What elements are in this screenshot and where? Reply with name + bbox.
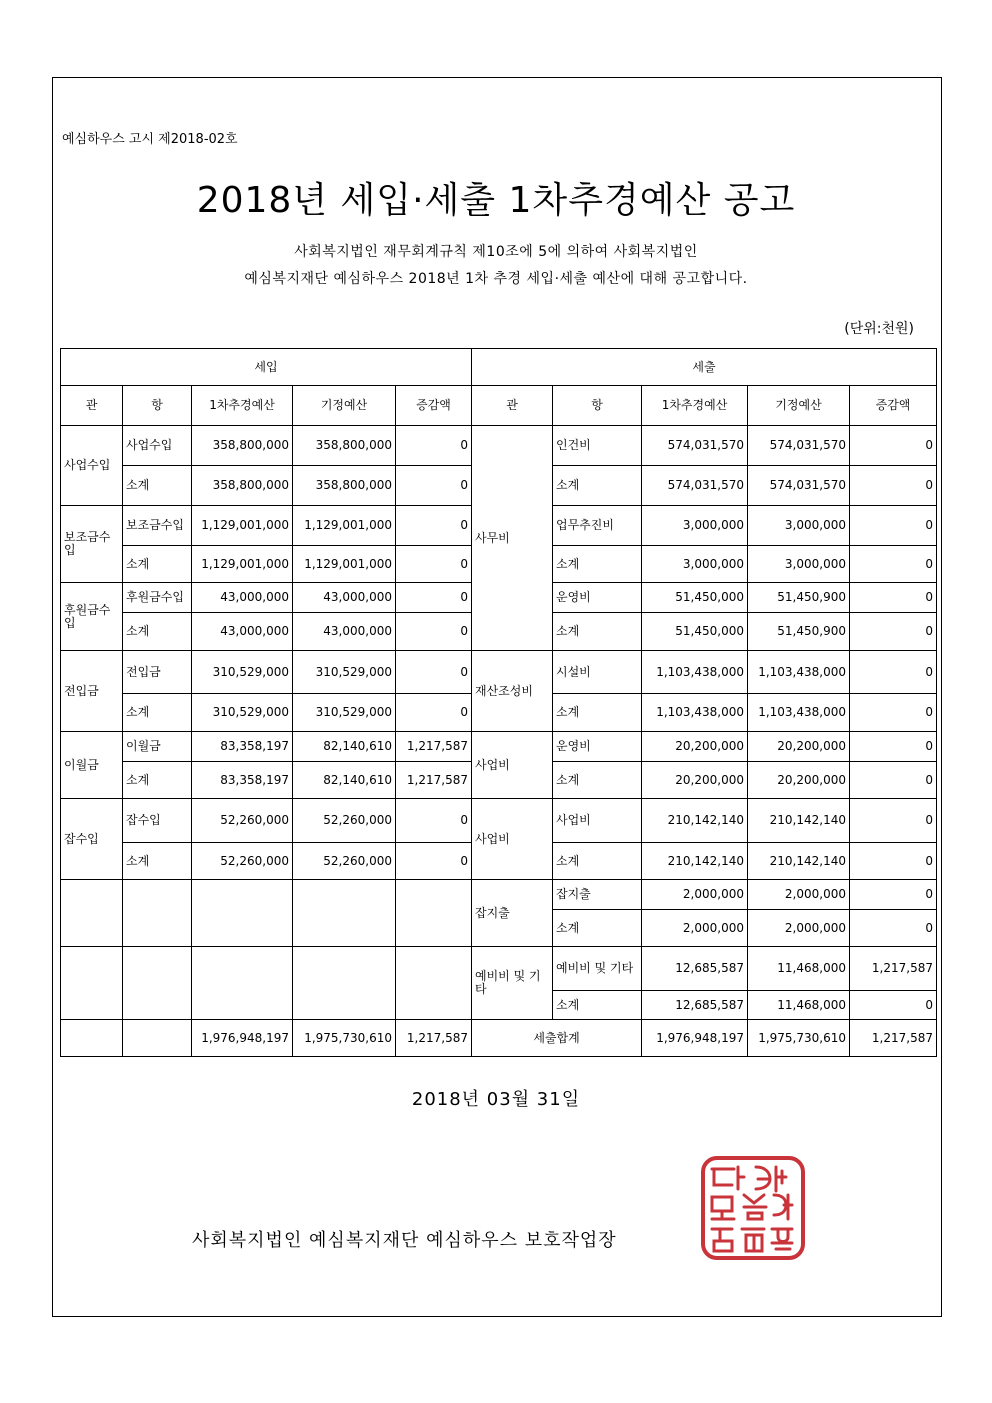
empty-cell — [192, 947, 293, 1020]
revenue-budget: 1,129,001,000 — [192, 506, 293, 546]
revenue-prev: 52,260,000 — [293, 799, 396, 843]
col-hang: 항 — [553, 386, 642, 426]
revenue-prev: 310,529,000 — [293, 651, 396, 694]
expense-diff: 0 — [850, 910, 937, 947]
expense-budget: 210,142,140 — [642, 843, 748, 880]
expense-item: 소계 — [553, 694, 642, 732]
expense-item: 소계 — [553, 762, 642, 799]
col-prev: 기정예산 — [748, 386, 850, 426]
revenue-diff: 0 — [396, 583, 472, 613]
expense-total-budget: 1,976,948,197 — [642, 1020, 748, 1057]
seal-glyphs — [712, 1167, 792, 1251]
revenue-budget: 52,260,000 — [192, 843, 293, 880]
revenue-budget: 52,260,000 — [192, 799, 293, 843]
expense-category: 잡지출 — [472, 880, 553, 947]
expense-diff: 0 — [850, 651, 937, 694]
expense-prev: 51,450,900 — [748, 613, 850, 651]
revenue-category: 후원금수입 — [61, 583, 123, 651]
revenue-item: 소계 — [123, 613, 192, 651]
expense-diff: 0 — [850, 843, 937, 880]
budget-table — [60, 348, 937, 1057]
intro-line-2: 예심복지재단 예심하우스 2018년 1차 추경 세입·세출 예산에 대해 공고합니다. — [244, 271, 748, 287]
table-row — [61, 799, 937, 843]
revenue-budget: 310,529,000 — [192, 694, 293, 732]
expense-item: 소계 — [553, 466, 642, 506]
revenue-header: 세입 — [61, 349, 472, 386]
expense-budget: 574,031,570 — [642, 466, 748, 506]
expense-diff: 0 — [850, 762, 937, 799]
expense-item: 잡지출 — [553, 880, 642, 910]
expense-prev: 20,200,000 — [748, 762, 850, 799]
empty-cell — [192, 880, 293, 947]
expense-item: 사업비 — [553, 799, 642, 843]
col-prev: 기정예산 — [293, 386, 396, 426]
table-row — [61, 732, 937, 762]
expense-item: 시설비 — [553, 651, 642, 694]
expense-budget: 210,142,140 — [642, 799, 748, 843]
expense-total-label: 세출합계 — [472, 1020, 642, 1057]
revenue-diff: 0 — [396, 843, 472, 880]
revenue-diff: 0 — [396, 546, 472, 583]
seal-stroke — [712, 1229, 732, 1251]
revenue-prev: 43,000,000 — [293, 613, 396, 651]
expense-budget: 3,000,000 — [642, 546, 748, 583]
expense-prev: 1,103,438,000 — [748, 651, 850, 694]
expense-budget: 51,450,000 — [642, 583, 748, 613]
revenue-item: 잡수입 — [123, 799, 192, 843]
revenue-item: 소계 — [123, 843, 192, 880]
expense-budget: 3,000,000 — [642, 506, 748, 546]
revenue-item: 보조금수입 — [123, 506, 192, 546]
empty-cell — [293, 947, 396, 1020]
notice-date: 2018년 03월 31일 — [411, 1089, 581, 1110]
seal-stroke — [774, 1195, 792, 1219]
revenue-budget: 310,529,000 — [192, 651, 293, 694]
table-row — [61, 880, 937, 910]
empty-cell — [61, 947, 123, 1020]
expense-total-prev: 1,975,730,610 — [748, 1020, 850, 1057]
notice-number: 예심하우스 고시 제2018-02호 — [62, 132, 238, 147]
table-row — [61, 651, 937, 694]
revenue-item: 이월금 — [123, 732, 192, 762]
revenue-prev: 1,129,001,000 — [293, 506, 396, 546]
seal-stroke — [742, 1229, 764, 1251]
expense-item: 인건비 — [553, 426, 642, 466]
expense-diff: 0 — [850, 426, 937, 466]
expense-category: 재산조성비 — [472, 651, 553, 732]
expense-budget: 20,200,000 — [642, 762, 748, 799]
revenue-category: 잡수입 — [61, 799, 123, 880]
expense-item: 소계 — [553, 546, 642, 583]
expense-category: 예비비 및 기타 — [472, 947, 553, 1020]
revenue-prev: 52,260,000 — [293, 843, 396, 880]
expense-diff: 1,217,587 — [850, 947, 937, 991]
expense-budget: 2,000,000 — [642, 910, 748, 947]
expense-item: 소계 — [553, 910, 642, 947]
revenue-budget: 83,358,197 — [192, 732, 293, 762]
col-diff: 증감액 — [396, 386, 472, 426]
total-row — [61, 1020, 937, 1057]
revenue-total-budget: 1,976,948,197 — [192, 1020, 293, 1057]
revenue-category: 전입금 — [61, 651, 123, 732]
official-seal — [700, 1155, 806, 1261]
expense-diff: 0 — [850, 506, 937, 546]
intro-line-1: 사회복지법인 재무회계규칙 제10조에 5에 의하여 사회복지법인 — [294, 244, 698, 260]
expense-budget: 1,103,438,000 — [642, 651, 748, 694]
revenue-item: 사업수입 — [123, 426, 192, 466]
revenue-diff: 0 — [396, 466, 472, 506]
expense-item: 예비비 및 기타 — [553, 947, 642, 991]
empty-cell — [123, 947, 192, 1020]
empty-cell — [396, 947, 472, 1020]
revenue-item: 소계 — [123, 466, 192, 506]
expense-prev: 11,468,000 — [748, 947, 850, 991]
col-budget: 1차추경예산 — [642, 386, 748, 426]
revenue-diff: 0 — [396, 506, 472, 546]
expense-prev: 210,142,140 — [748, 799, 850, 843]
unit-label: (단위:천원) — [844, 321, 914, 337]
revenue-budget: 358,800,000 — [192, 426, 293, 466]
empty-cell — [396, 880, 472, 947]
expense-item: 운영비 — [553, 583, 642, 613]
expense-diff: 0 — [850, 466, 937, 506]
expense-budget: 1,103,438,000 — [642, 694, 748, 732]
expense-budget: 51,450,000 — [642, 613, 748, 651]
col-gwan: 관 — [61, 386, 123, 426]
expense-diff: 0 — [850, 613, 937, 651]
revenue-prev: 43,000,000 — [293, 583, 396, 613]
revenue-diff: 1,217,587 — [396, 762, 472, 799]
revenue-category: 사업수입 — [61, 426, 123, 506]
revenue-prev: 358,800,000 — [293, 426, 396, 466]
empty-cell — [123, 1020, 192, 1057]
empty-cell — [61, 880, 123, 947]
seal-stroke — [744, 1195, 766, 1219]
expense-diff: 0 — [850, 546, 937, 583]
expense-prev: 20,200,000 — [748, 732, 850, 762]
expense-prev: 2,000,000 — [748, 910, 850, 947]
organization-name: 사회복지법인 예심복지재단 예심하우스 보호작업장 — [192, 1230, 617, 1251]
expense-item: 소계 — [553, 843, 642, 880]
revenue-diff: 0 — [396, 651, 472, 694]
expense-category: 사업비 — [472, 732, 553, 799]
expense-diff: 0 — [850, 799, 937, 843]
revenue-diff: 0 — [396, 426, 472, 466]
revenue-item: 전입금 — [123, 651, 192, 694]
expense-diff: 0 — [850, 583, 937, 613]
expense-diff: 0 — [850, 880, 937, 910]
revenue-total-diff: 1,217,587 — [396, 1020, 472, 1057]
expense-prev: 210,142,140 — [748, 843, 850, 880]
expense-prev: 3,000,000 — [748, 506, 850, 546]
table-row — [61, 426, 937, 466]
expense-category: 사업비 — [472, 799, 553, 880]
expense-prev: 574,031,570 — [748, 426, 850, 466]
col-diff: 증감액 — [850, 386, 937, 426]
revenue-prev: 358,800,000 — [293, 466, 396, 506]
revenue-budget: 43,000,000 — [192, 583, 293, 613]
expense-item: 업무추진비 — [553, 506, 642, 546]
seal-stroke — [712, 1197, 734, 1219]
revenue-diff: 1,217,587 — [396, 732, 472, 762]
expense-category: 사무비 — [472, 426, 553, 651]
revenue-prev: 82,140,610 — [293, 732, 396, 762]
empty-cell — [61, 1020, 123, 1057]
revenue-category: 이월금 — [61, 732, 123, 799]
expense-prev: 3,000,000 — [748, 546, 850, 583]
revenue-budget: 1,129,001,000 — [192, 546, 293, 583]
revenue-diff: 0 — [396, 694, 472, 732]
expense-item: 운영비 — [553, 732, 642, 762]
seal-stroke — [756, 1167, 786, 1191]
revenue-diff: 0 — [396, 799, 472, 843]
expense-item: 소계 — [553, 991, 642, 1020]
expense-diff: 0 — [850, 732, 937, 762]
col-hang: 항 — [123, 386, 192, 426]
empty-cell — [123, 880, 192, 947]
revenue-category: 보조금수입 — [61, 506, 123, 583]
expense-budget: 574,031,570 — [642, 426, 748, 466]
expense-budget: 20,200,000 — [642, 732, 748, 762]
seal-stroke — [712, 1167, 744, 1189]
col-budget: 1차추경예산 — [192, 386, 293, 426]
expense-header: 세출 — [472, 349, 937, 386]
table-row — [61, 947, 937, 991]
expense-budget: 2,000,000 — [642, 880, 748, 910]
revenue-prev: 310,529,000 — [293, 694, 396, 732]
expense-prev: 2,000,000 — [748, 880, 850, 910]
expense-diff: 0 — [850, 991, 937, 1020]
expense-prev: 11,468,000 — [748, 991, 850, 1020]
expense-budget: 12,685,587 — [642, 947, 748, 991]
revenue-item: 소계 — [123, 694, 192, 732]
revenue-item: 소계 — [123, 762, 192, 799]
column-header-row — [61, 386, 937, 426]
revenue-prev: 1,129,001,000 — [293, 546, 396, 583]
expense-total-diff: 1,217,587 — [850, 1020, 937, 1057]
expense-diff: 0 — [850, 694, 937, 732]
page-title: 2018년 세입·세출 1차추경예산 공고 — [196, 180, 796, 221]
revenue-item: 소계 — [123, 546, 192, 583]
expense-prev: 51,450,900 — [748, 583, 850, 613]
revenue-diff: 0 — [396, 613, 472, 651]
expense-prev: 574,031,570 — [748, 466, 850, 506]
expense-item: 소계 — [553, 613, 642, 651]
empty-cell — [293, 880, 396, 947]
table-header-row — [61, 349, 937, 386]
expense-budget: 12,685,587 — [642, 991, 748, 1020]
seal-stroke — [772, 1229, 792, 1249]
revenue-budget: 83,358,197 — [192, 762, 293, 799]
col-gwan: 관 — [472, 386, 553, 426]
revenue-budget: 358,800,000 — [192, 466, 293, 506]
revenue-budget: 43,000,000 — [192, 613, 293, 651]
revenue-prev: 82,140,610 — [293, 762, 396, 799]
revenue-total-prev: 1,975,730,610 — [293, 1020, 396, 1057]
expense-prev: 1,103,438,000 — [748, 694, 850, 732]
revenue-item: 후원금수입 — [123, 583, 192, 613]
